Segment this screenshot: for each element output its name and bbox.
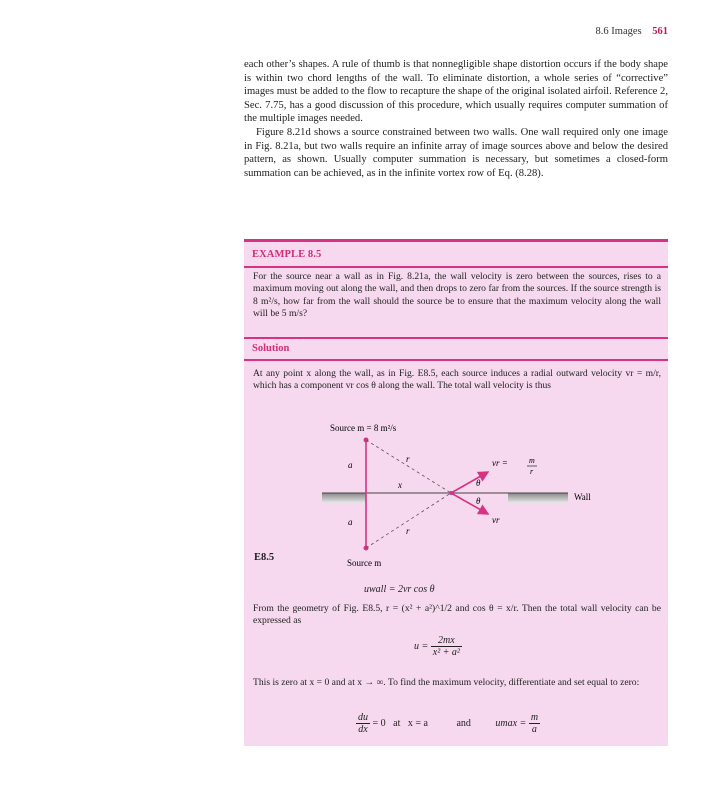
- equation-u-lhs: u =: [414, 640, 429, 652]
- velocity-vector-up: [451, 472, 488, 493]
- geometry-paragraph: From the geometry of Fig. E8.5, r = (x² + a²)^1/2 and cos θ = x/r. Then the total wall velocity can be expressed as: [253, 603, 661, 627]
- derivative-condition: = 0 at x = a: [372, 717, 428, 729]
- label-m: m: [529, 456, 535, 465]
- wall-point: [449, 491, 453, 495]
- equation-u-fraction: [431, 635, 462, 658]
- derivative-fraction: [356, 712, 370, 735]
- equation-u-numerator: 2mx: [431, 635, 462, 647]
- radius-top: [366, 440, 451, 493]
- equation-derivative: [356, 712, 540, 735]
- example-title: EXAMPLE 8.5: [252, 249, 322, 260]
- umax-denominator: a: [531, 724, 537, 735]
- solution-paragraph: At any point x along the wall, as in Fig. E8.5, each source induces a radial outward velocity vr = m/r, which has a component vr cos θ along the wall. The total wall velocity is thus: [253, 368, 661, 392]
- figure-e8-5: [244, 412, 668, 612]
- label-theta-top: θ: [476, 478, 481, 488]
- label-theta-bottom: θ: [476, 496, 481, 506]
- label-a-bottom: a: [348, 517, 353, 527]
- solution-rule-top: [244, 337, 668, 339]
- label-vr-eq: vr =: [492, 458, 508, 468]
- derivative-denominator: dx: [358, 724, 368, 735]
- label-a-top: a: [348, 460, 353, 470]
- equation-uwall: uwall = 2vr cos θ: [364, 584, 435, 595]
- zero-paragraph: This is zero at x = 0 and at x → ∞. To find the maximum velocity, differentiate and set equal to zero:: [253, 677, 640, 688]
- source-top-label: Source m = 8 m²/s: [330, 423, 397, 433]
- umax-lhs: umax =: [495, 717, 527, 729]
- umax-numerator: m: [530, 712, 539, 723]
- equation-and: and: [456, 717, 471, 729]
- equation-u: [414, 635, 462, 658]
- equation-u-denominator: x² + a²: [432, 647, 460, 658]
- solution-rule-bottom: [244, 359, 668, 361]
- velocity-vector-down: [451, 493, 488, 514]
- paragraph-1: each other’s shapes. A rule of thumb is that nonnegligible shape distortion occurs if the body shape is within two chord lengths of the wall. To eliminate distortion, a whole series of “corrective” images must be added to the flow to recapture the shape of the original isolated airfoil. Reference 2, Sec. 7.75, has a good discussion of this procedure, which usually requires computer summation of the multiple images needed.: [244, 59, 668, 125]
- label-r-bottom: r: [406, 526, 410, 536]
- wall-right: [508, 493, 568, 503]
- solution-title: Solution: [252, 343, 290, 354]
- paragraph-2: Figure 8.21d shows a source constrained between two walls. One wall required only one image in Fig. 8.21a, but two walls require an infinite array of image sources above and below the desired pattern, as shown. Usually computer summation is necessary, but sometimes a closed-form summation can be achieved, as in the infinite vortex row of Eq. (8.28).: [244, 126, 668, 179]
- label-x: x: [398, 480, 402, 490]
- wall-label: Wall: [574, 492, 591, 502]
- page-header: [596, 26, 668, 37]
- label-r-top: r: [406, 454, 410, 464]
- wall-left: [322, 493, 366, 503]
- example-box: [244, 239, 668, 746]
- label-vr-bottom: vr: [492, 515, 500, 525]
- umax-fraction: [529, 712, 540, 735]
- derivative-numerator: du: [358, 712, 368, 723]
- body-text: [244, 58, 668, 180]
- section-title: 8.6 Images: [595, 26, 642, 37]
- radius-bottom: [366, 493, 451, 548]
- example-rule: [244, 266, 668, 268]
- source-bottom-label: Source m: [347, 558, 382, 568]
- figure-label: E8.5: [254, 552, 275, 563]
- example-problem: For the source near a wall as in Fig. 8.21a, the wall velocity is zero between the sources, rises to a maximum moving out along the wall, and then drops to zero far from the sources. If the source strength is 8 m²/s, how far from the wall should the source be to ensure that the maximum velocity along the wall will be 5 m/s?: [253, 271, 661, 320]
- label-r-den: r: [530, 467, 534, 476]
- page-number: 561: [652, 26, 668, 37]
